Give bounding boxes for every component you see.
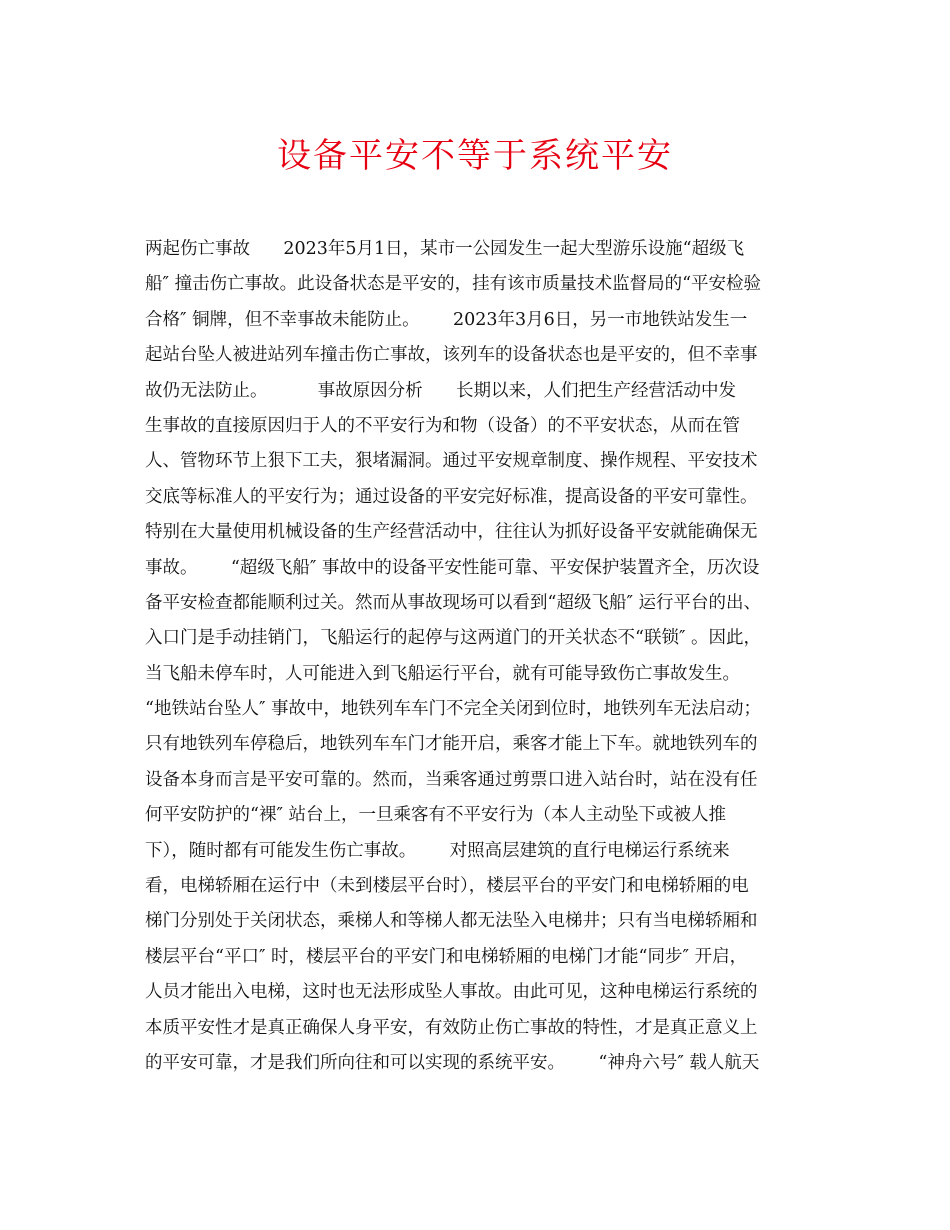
text-line: 当飞船未停车时，人可能进入到飞船运行平台，就有可能导致伤亡事故发生。 (145, 663, 740, 684)
text-line: 楼层平台“平口″ 时，楼层平台的平安门和电梯轿厢的电梯门才能“同步″ 开启， (145, 946, 748, 967)
page-title: 设备平安不等于系统平安 (277, 136, 673, 176)
text-line: 人、管物环节上狠下工夫，狠堵漏洞。通过平安规章制度、操作规程、平安技术 (145, 451, 758, 472)
text-line: 设备本身而言是平安可靠的。然而，当乘客通过剪票口进入站台时，站在没有任 (145, 769, 758, 790)
text-line: 两起伤亡事故 2023年5月1日，某市一公园发生一起大型游乐设施“超级飞 (145, 239, 745, 259)
text-line: 下），随时都有可能发生伤亡事故。 对照高层建筑的直行电梯运行系统来 (145, 840, 730, 861)
text-line: 入口门是手动挂销门，飞船运行的起停与这两道门的开关状态不“联锁″ 。因此， (145, 628, 762, 649)
text-line: 交底等标准人的平安行为；通过设备的平安完好标准，提高设备的平安可靠性。 (145, 486, 758, 507)
text-line: 本质平安性才是真正确保人身平安，有效防止伤亡事故的特性，才是真正意义上 (145, 1017, 758, 1038)
text-line: 合格″ 铜牌，但不幸事故未能防止。 2023年3月6日，另一市地铁站发生一 (145, 309, 748, 330)
text-line: 事故。 “超级飞船″ 事故中的设备平安性能可靠、平安保护装置齐全，历次设 (145, 557, 760, 578)
text-line: 特别在大量使用机械设备的生产经营活动中，往往认为抓好设备平安就能确保无 (145, 522, 758, 543)
body-paragraph (145, 232, 810, 1081)
text-line: 备平安检查都能顺利过关。然而从事故现场可以看到“超级飞船″ 运行平台的出、 (145, 592, 762, 613)
text-line: 只有地铁列车停稳后，地铁列车车门才能开启，乘客才能上下车。就地铁列车的 (145, 734, 758, 755)
text-line: 故仍无法防止。 事故原因分析 长期以来，人们把生产经营活动中发 (145, 380, 736, 401)
text-line: 人员才能出入电梯，这时也无法形成坠人事故。由此可见，这种电梯运行系统的 (145, 982, 758, 1003)
text-line: 船″ 撞击伤亡事故。此设备状态是平安的，挂有该市质量技术监督局的“平安检验 (145, 274, 762, 295)
text-line: 起站台坠人被进站列车撞击伤亡事故，该列车的设备状态也是平安的，但不幸事 (145, 345, 758, 366)
text-line: 看，电梯轿厢在运行中（未到楼层平台时），楼层平台的平安门和电梯轿厢的电 (145, 876, 749, 897)
text-line: 生事故的直接原因归于人的不平安行为和物（设备）的不平安状态，从而在管 (145, 415, 740, 436)
text-line: “地铁站台坠人″ 事故中，地铁列车车门不完全关闭到位时，地铁列车无法启动； (145, 699, 762, 720)
text-line: 梯门分别处于关闭状态，乘梯人和等梯人都无法坠入电梯井；只有当电梯轿厢和 (145, 911, 758, 932)
text-line: 何平安防护的“裸″ 站台上，一旦乘客有不平安行为（本人主动坠下或被人推 (145, 805, 727, 826)
text-line: 的平安可靠，才是我们所向往和可以实现的系统平安。 “神舟六号″ 载人航天 (145, 1052, 760, 1073)
